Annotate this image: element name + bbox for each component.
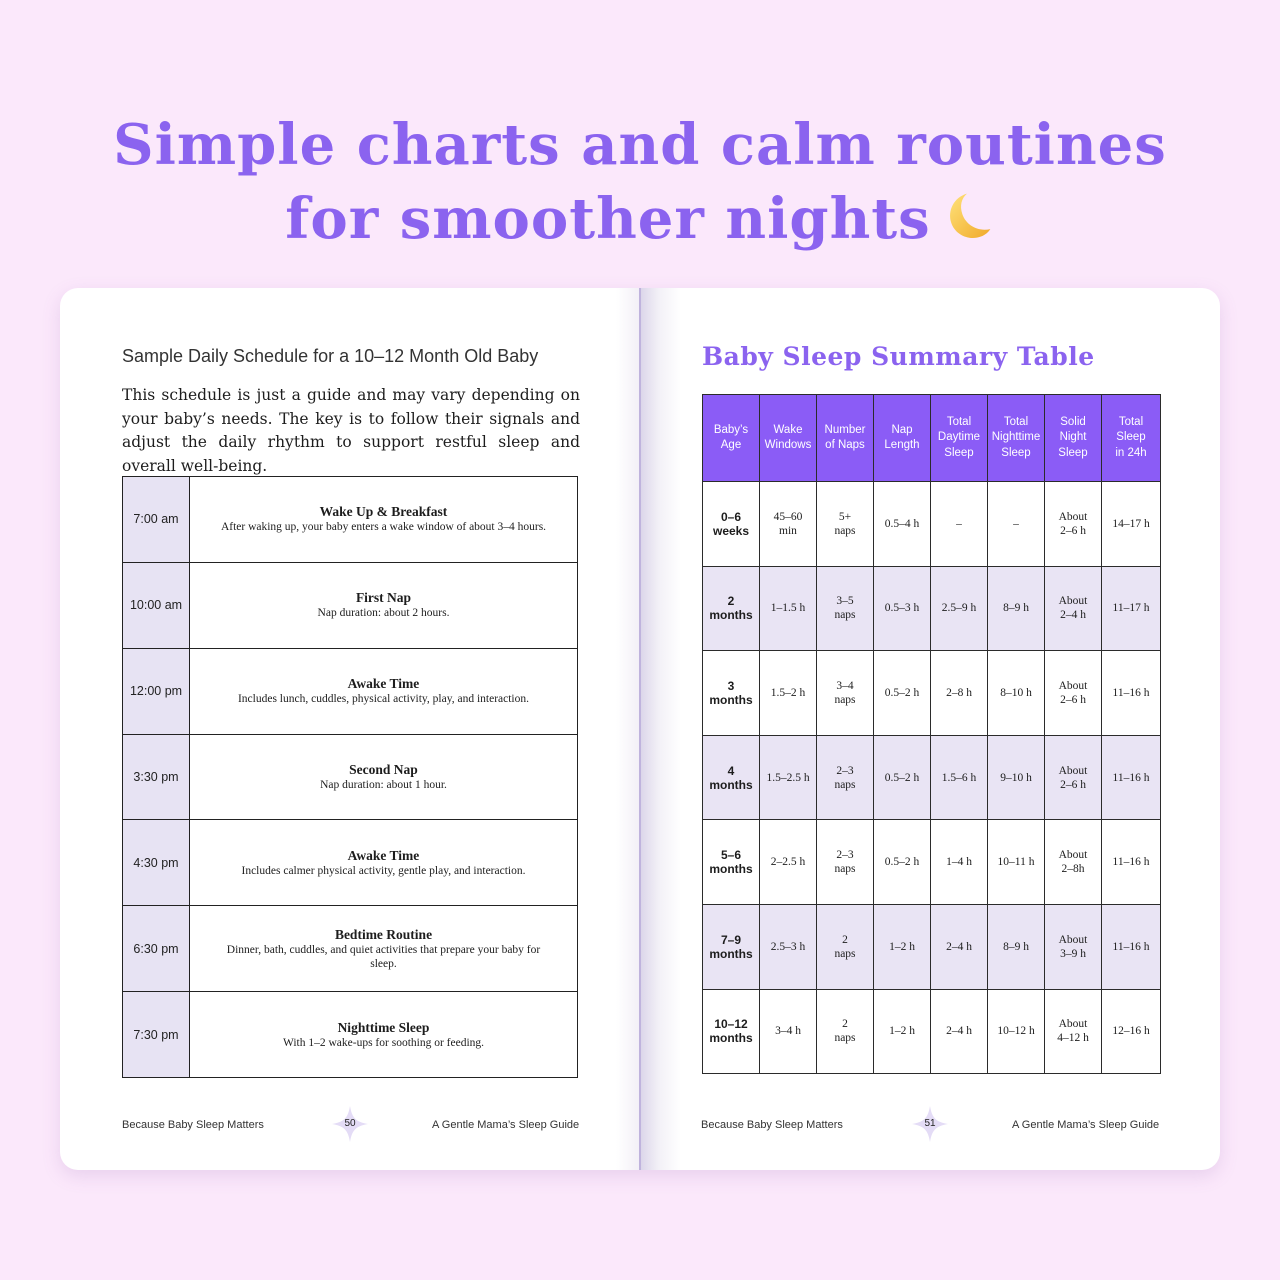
summary-cell [760,904,817,989]
summary-row [703,904,1161,989]
summary-age-cell [703,482,760,567]
summary-cell-line: months [709,1031,753,1046]
summary-cell-line: 1–2 h [889,1025,915,1038]
right-footer-left: Because Baby Sleep Matters [701,1119,843,1131]
summary-cell [1102,904,1161,989]
summary-cell [988,566,1045,651]
schedule-row [123,648,577,734]
summary-age-cell [703,904,760,989]
schedule-row [123,905,577,991]
summary-cell-line: 0.5–2 h [884,856,920,869]
crescent-moon-icon [939,188,995,244]
schedule-activity-desc: Includes calmer physical activity, gentle play, and interaction. [241,864,526,877]
left-footer-left: Because Baby Sleep Matters [122,1119,264,1131]
summary-cell [817,904,874,989]
schedule-activity [190,906,577,991]
summary-cell [1045,820,1102,905]
schedule-row [123,477,577,562]
schedule-activity [190,477,577,562]
summary-cell [817,735,874,820]
summary-cell-line: naps [834,609,856,622]
summary-cell-line: 2 [842,933,848,946]
summary-row [703,989,1161,1074]
summary-header-cell [703,395,760,482]
left-page-number: 50 [344,1118,356,1129]
schedule-activity-title: Nighttime Sleep [337,1019,430,1035]
summary-cell-line: 10–12 [714,1017,748,1032]
summary-cell-line: 3–4 h [775,1025,801,1038]
summary-cell-line: months [709,608,753,623]
summary-cell-line: months [709,946,753,961]
schedule-time: 3:30 pm [123,735,190,820]
summary-cell-line: 11–16 h [1112,856,1150,869]
summary-cell [874,651,931,736]
summary-body [703,482,1161,1074]
open-book [60,288,1220,1170]
summary-header-line: Length [884,439,920,451]
summary-age-cell [703,820,760,905]
summary-cell [1045,482,1102,567]
summary-cell [874,989,931,1074]
book-gutter-shadow-right [641,288,681,1170]
summary-cell-line: 8–9 h [1003,602,1029,615]
summary-header-line: Sleep [1058,446,1088,459]
summary-cell-line: – [956,517,962,530]
summary-header-line: Night [1059,431,1087,444]
summary-cell-line: 5–6 [720,848,742,863]
summary-cell [760,482,817,567]
schedule-row [123,991,577,1077]
summary-cell [988,989,1045,1074]
summary-cell-line: 12–16 h [1112,1025,1150,1038]
summary-cell-line: 7–9 [720,932,742,947]
schedule-row [123,734,577,820]
right-page-number: 51 [924,1118,936,1129]
summary-cell [1102,735,1161,820]
summary-cell-line: 1.5–2 h [770,686,806,699]
summary-cell [1045,735,1102,820]
schedule-activity [190,820,577,905]
schedule-time: 10:00 am [123,563,190,648]
summary-cell-line: 3–4 [836,679,854,692]
summary-cell-line: 1.5–2.5 h [766,771,810,784]
schedule-activity-title: Awake Time [347,847,420,863]
summary-age-cell [703,651,760,736]
summary-cell-line: 0.5–2 h [884,771,920,784]
summary-header-line: Total [1118,415,1144,428]
summary-cell-line: 10–12 h [997,1025,1035,1038]
summary-cell-line: – [1013,517,1019,530]
summary-cell-line: 11–16 h [1112,771,1150,784]
summary-header-cell [988,395,1045,482]
summary-cell [874,735,931,820]
summary-cell-line: naps [834,693,856,706]
summary-age-cell [703,735,760,820]
summary-cell [931,904,988,989]
summary-cell-line: naps [834,947,856,960]
summary-cell [760,820,817,905]
summary-header-cell [760,395,817,482]
summary-cell-line: 45–60 [773,510,803,523]
summary-cell [760,735,817,820]
summary-cell-line: 2.5–3 h [770,940,806,953]
summary-cell-line: 2–6 h [1060,693,1086,706]
summary-cell [988,651,1045,736]
book-spine [639,288,641,1170]
summary-cell [1045,904,1102,989]
summary-cell [988,735,1045,820]
summary-cell-line: 2–3 [836,764,854,777]
schedule-activity-desc: Nap duration: about 2 hours. [317,607,450,620]
summary-cell [988,904,1045,989]
summary-header-line: Daytime [937,431,981,444]
summary-row [703,566,1161,651]
right-footer-right: A Gentle Mama’s Sleep Guide [1012,1119,1160,1131]
summary-cell [874,482,931,567]
summary-header-cell [931,395,988,482]
summary-cell-line: naps [834,778,856,791]
schedule-activity-desc: Nap duration: about 1 hour. [320,779,447,791]
summary-cell [1102,651,1161,736]
summary-cell [931,651,988,736]
summary-title: Baby Sleep Summary Table [702,342,1095,371]
summary-cell [874,820,931,905]
summary-cell-line: months [709,692,753,707]
summary-cell [817,989,874,1074]
summary-header-line: Nap [891,423,913,436]
schedule-activity-title: Awake Time [347,676,420,692]
summary-cell [760,651,817,736]
summary-header-line: of Naps [825,439,865,451]
summary-cell [1045,651,1102,736]
summary-cell-line: 2 [727,594,735,609]
summary-cell [760,566,817,651]
summary-header-line: Age [720,439,742,451]
daily-schedule-table [122,476,578,1078]
headline-line-1: Simple charts and calm routines [113,112,1167,178]
schedule-time: 7:30 pm [123,992,190,1077]
summary-cell-line: 1–4 h [946,856,972,869]
summary-cell [931,989,988,1074]
summary-row [703,482,1161,567]
summary-cell-line: 0.5–4 h [884,517,920,530]
schedule-activity-desc: Dinner, bath, cuddles, and quiet activities that prepare your baby for sleep. [226,943,541,970]
summary-cell-line: naps [834,1032,856,1045]
summary-cell-line: About [1058,679,1088,692]
summary-cell-line: months [709,777,753,792]
schedule-time: 4:30 pm [123,820,190,905]
schedule-activity-title: Second Nap [349,762,418,777]
summary-cell [931,482,988,567]
schedule-time: 6:30 pm [123,906,190,991]
summary-cell-line: About [1058,933,1088,946]
summary-header-line: Total [946,415,972,428]
summary-header-line: Sleep [1001,446,1031,459]
summary-row [703,651,1161,736]
summary-cell [1102,482,1161,567]
summary-header-line: Total [1003,415,1029,428]
summary-cell-line: 4 [727,763,735,778]
summary-cell [874,566,931,651]
summary-cell-line: 2–4 h [1060,609,1086,622]
summary-cell-line: 2–2.5 h [770,856,806,869]
summary-cell-line: 2–6 h [1060,778,1086,791]
summary-cell-line: 10–11 h [997,856,1035,869]
summary-row [703,820,1161,905]
summary-header-cell [1045,395,1102,482]
summary-cell [931,566,988,651]
summary-cell [874,904,931,989]
summary-cell-line: 3–9 h [1060,947,1086,960]
summary-header-line: Solid [1060,415,1086,428]
summary-cell [817,820,874,905]
headline [0,108,1280,256]
summary-cell-line: 9–10 h [1000,771,1032,784]
summary-cell-line: 4–12 h [1057,1032,1089,1045]
sleep-summary-table [702,394,1161,1074]
summary-cell-line: 2–3 [836,849,854,862]
summary-cell-line: 11–16 h [1112,686,1150,699]
summary-cell-line: 2–8h [1061,863,1085,876]
summary-header-cell [874,395,931,482]
summary-cell-line: 2 [842,1018,848,1031]
summary-cell-line: 2–4 h [946,940,972,953]
schedule-activity-desc: Includes lunch, cuddles, physical activity, play, and interaction. [237,693,530,706]
schedule-activity-title: First Nap [355,590,412,606]
summary-row [703,735,1161,820]
summary-cell-line: 1–1.5 h [770,602,806,615]
summary-header-line: Wake [773,423,803,436]
summary-cell-line: 0.5–2 h [884,686,920,699]
summary-header-line: Sleep [1116,431,1146,444]
summary-cell-line: About [1058,1018,1088,1031]
schedule-activity [190,992,577,1077]
summary-header-line: Nighttime [991,431,1041,444]
summary-cell [1102,820,1161,905]
summary-header-line: Number [824,423,866,436]
summary-cell [1102,989,1161,1074]
summary-age-cell [703,566,760,651]
schedule-activity-title: Wake Up & Breakfast [319,504,448,520]
summary-cell-line: 2.5–9 h [941,602,977,615]
schedule-activity-title: Bedtime Routine [334,926,433,942]
summary-header-line: Sleep [944,446,974,459]
summary-header-cell [817,395,874,482]
schedule-title: Sample Daily Schedule for a 10–12 Month Old Baby [122,346,539,366]
summary-header-row [703,395,1161,482]
summary-cell-line: About [1058,510,1088,523]
headline-line-2-text: for smoother nights [285,186,931,252]
summary-cell-line: 8–9 h [1003,940,1029,953]
schedule-time: 12:00 pm [123,649,190,734]
summary-cell-line: naps [834,863,856,876]
schedule-activity [190,649,577,734]
summary-cell [931,820,988,905]
summary-cell-line: About [1058,595,1088,608]
schedule-intro: This schedule is just a guide and may vary depending on your baby’s needs. The key is to follow their signals and adjust the daily rhythm to support restful sleep and overall well-being. [122,386,580,475]
summary-cell-line: About [1058,849,1088,862]
schedule-activity [190,735,577,820]
summary-header-line: Baby’s [713,423,749,436]
summary-cell-line: 0–6 [720,509,742,524]
summary-cell [1102,566,1161,651]
summary-cell-line: 14–17 h [1112,517,1150,530]
schedule-row [123,819,577,905]
summary-cell [817,566,874,651]
summary-cell-line: 8–10 h [1000,686,1032,699]
summary-cell-line: 3–5 [836,595,854,608]
summary-cell [931,735,988,820]
summary-cell-line: 1–2 h [889,940,915,953]
summary-cell-line: 5+ [838,510,852,523]
summary-cell-line: months [709,862,753,877]
summary-cell [1045,566,1102,651]
summary-cell-line: 2–4 h [946,1025,972,1038]
schedule-time: 7:00 am [123,477,190,562]
headline-line-2 [0,182,1280,256]
summary-cell [988,820,1045,905]
summary-cell-line: 2–8 h [946,686,972,699]
schedule-activity [190,563,577,648]
summary-header-line: in 24h [1115,446,1147,459]
summary-cell [760,989,817,1074]
summary-cell [1045,989,1102,1074]
summary-cell-line: About [1058,764,1088,777]
summary-header-cell [1102,395,1161,482]
summary-cell-line: 3 [727,678,735,693]
schedule-activity-desc: After waking up, your baby enters a wake window of about 3–4 hours. [220,521,547,534]
summary-cell-line: naps [834,524,856,537]
summary-header-line: Windows [764,439,812,451]
summary-cell-line: weeks [712,523,750,538]
summary-cell [817,651,874,736]
summary-cell-line: min [779,524,797,537]
summary-cell-line: 2–6 h [1060,524,1086,537]
left-footer-right: A Gentle Mama’s Sleep Guide [432,1119,580,1131]
summary-cell-line: 0.5–3 h [884,602,920,615]
summary-age-cell [703,989,760,1074]
schedule-row [123,562,577,648]
summary-cell-line: 11–16 h [1112,940,1150,953]
summary-cell-line: 11–17 h [1112,602,1150,615]
summary-cell [817,482,874,567]
summary-cell-line: 1.5–6 h [941,771,977,784]
schedule-activity-desc: With 1–2 wake-ups for soothing or feeding. [282,1036,485,1049]
summary-cell [988,482,1045,567]
